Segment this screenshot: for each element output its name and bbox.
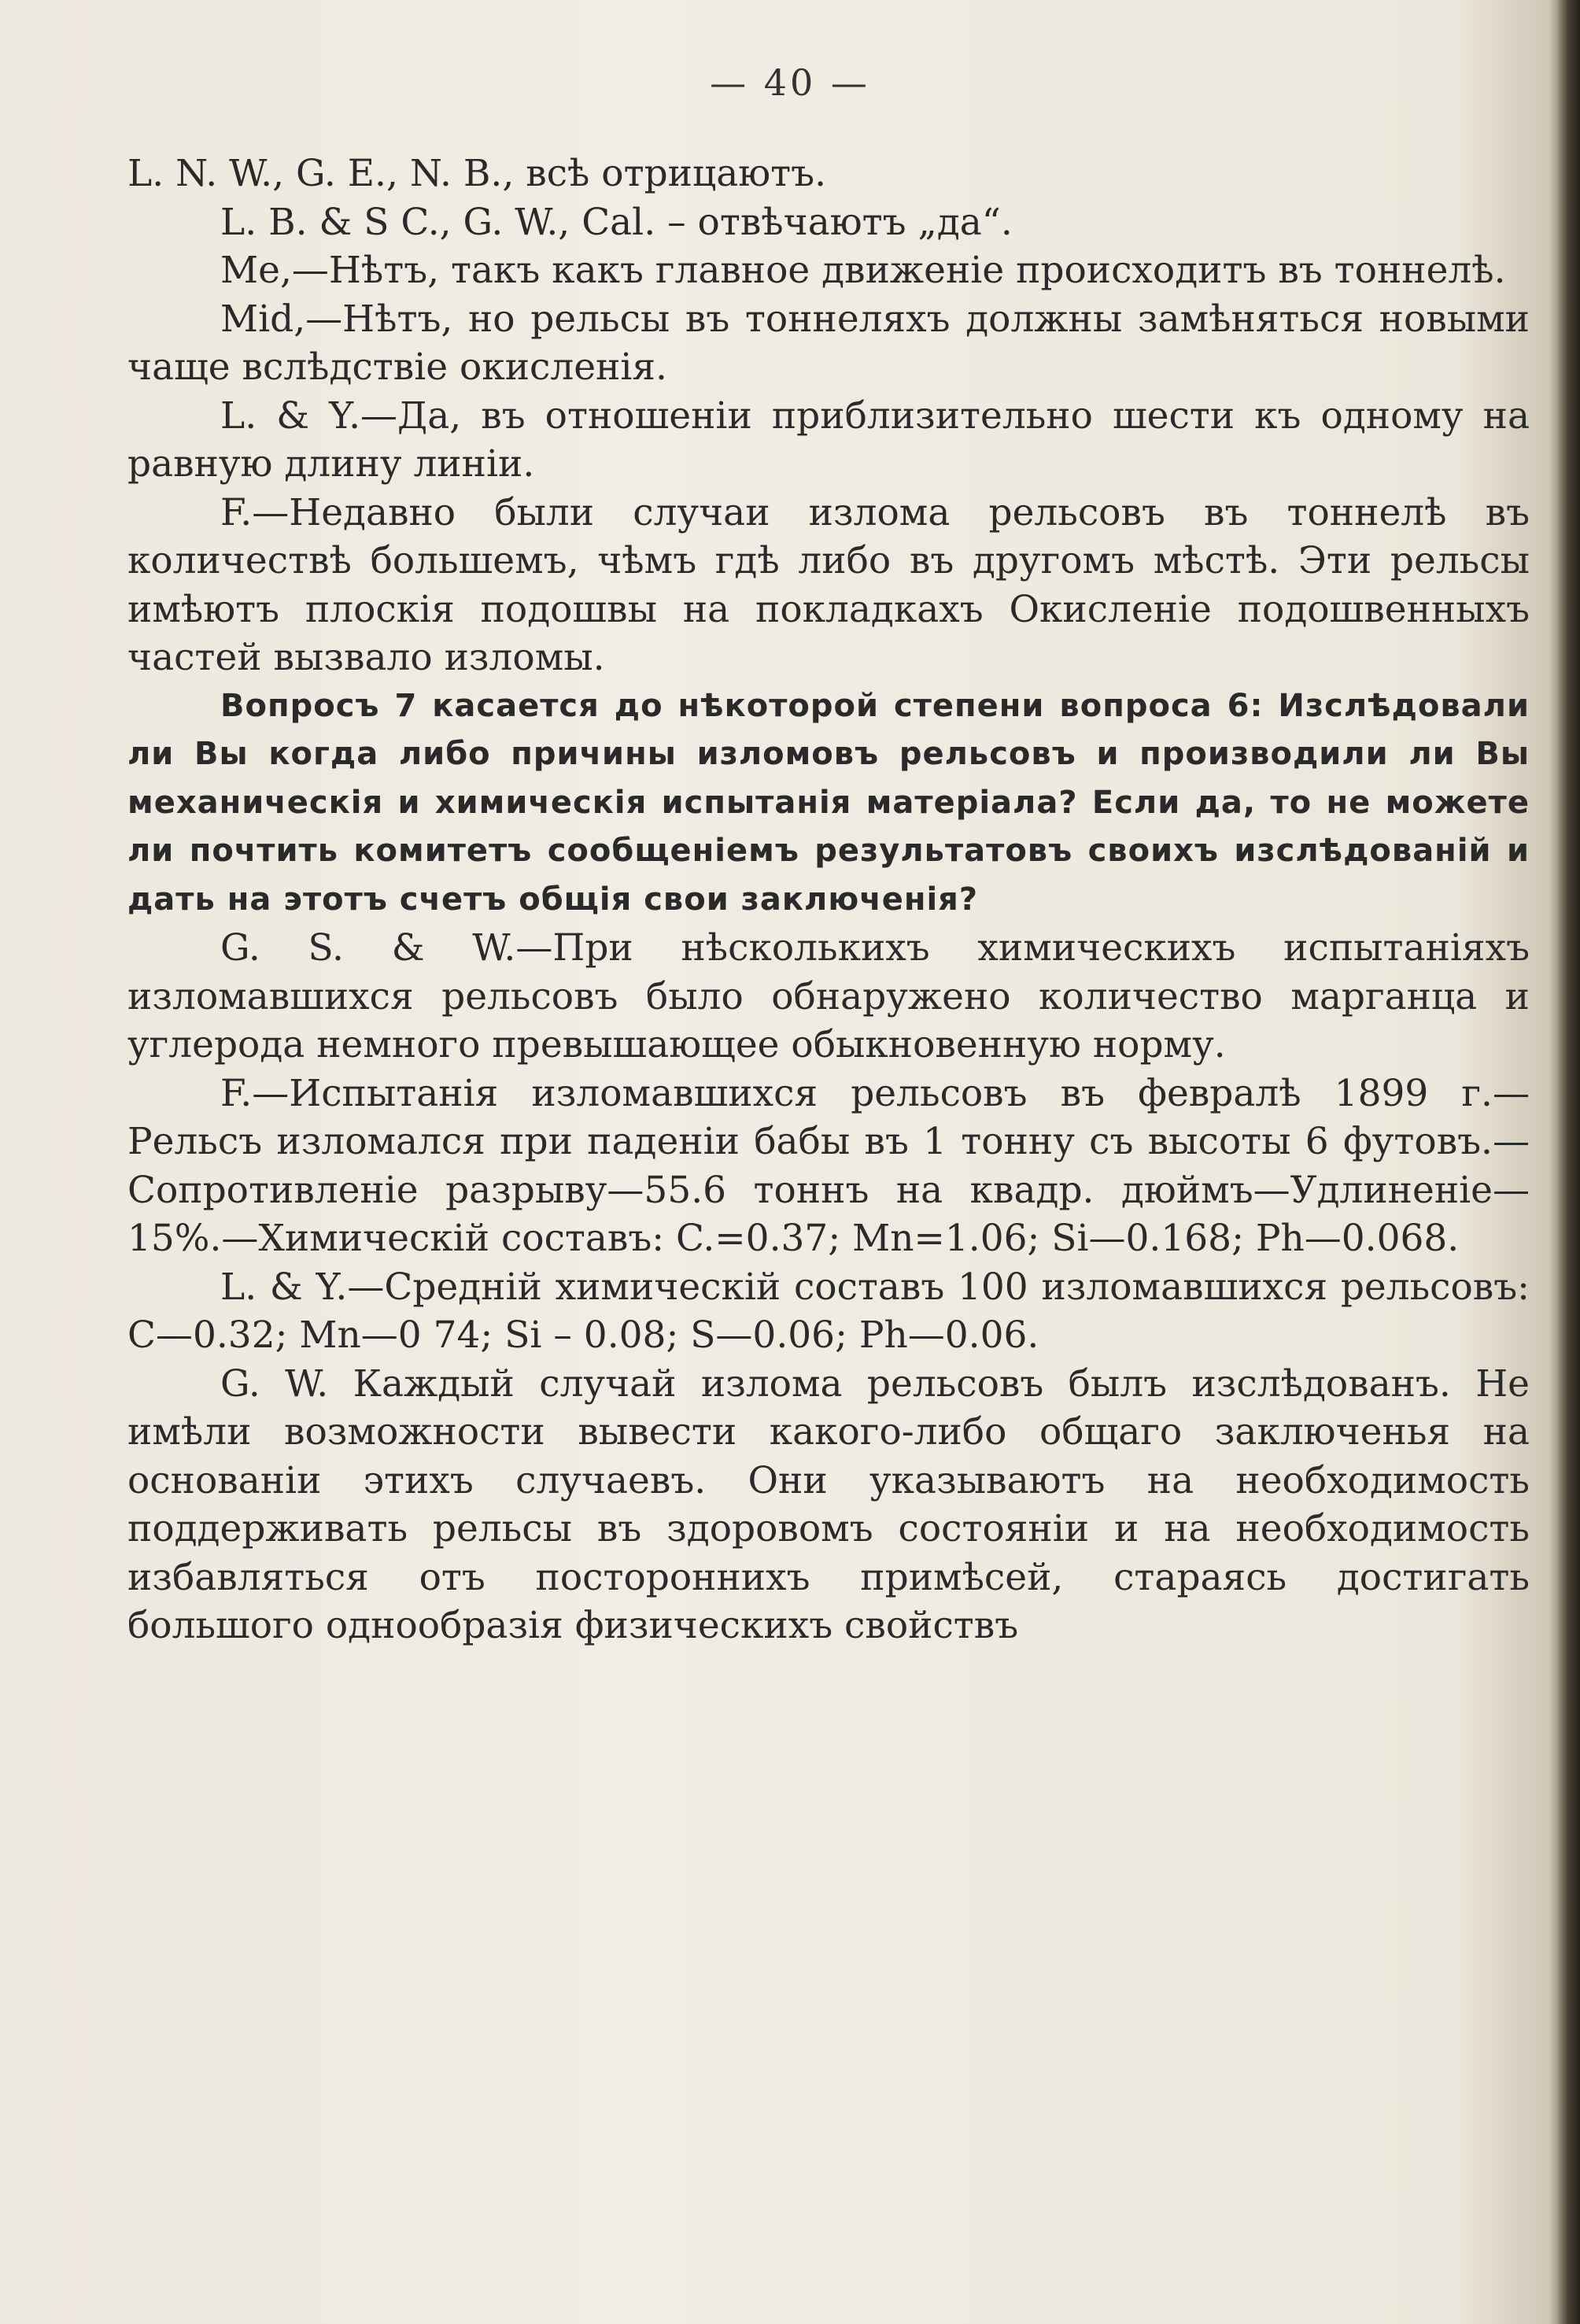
paragraph-ly-ratio: L. & Y.—Да, въ отношенiи приблизительно шести къ одному на равную длину линiи. (127, 393, 1530, 486)
paragraph-f-tests: F.—Испытанiя изломавшихся рельсовъ въ февралѣ 1899 г.—Рельсъ изломался при паденiи бабы въ 1 тонну съ высоты 6 футовъ.—Сопротивленiе разрыву—55.6 тоннъ на квадр. дюймъ—Удлиненiе—15%.—Химическiй составъ: C.=0.37; Mn=1.06; Si—0.168; Ph—0.068. (127, 1071, 1530, 1260)
paragraph-mid: Mid,—Нѣтъ, но рельсы въ тоннеляхъ должны замѣняться новыми чаще вслѣдствiе окисленiя. (127, 297, 1530, 389)
question-7: Вопросъ 7 касается до нѣкоторой степени вопроса 6: Изслѣдовали ли Вы когда либо причины изломовъ рельсовъ и производили ли Вы механическiя и химическiя испытанiя матерiала? Если да, то не можете ли почтить комитетъ сообщенiемъ результатовъ своихъ изслѣдованiй и дать на этотъ счетъ общiя свои заключенiя? (127, 687, 1530, 918)
page-body (127, 150, 1530, 1650)
page-number: — 40 — (710, 61, 870, 104)
paragraph-ly-composition: L. & Y.—Среднiй химическiй составъ 100 изломавшихся рельсовъ: C—0.32; Mn—0 74; Si – 0.08; S—0.06; Ph—0.06. (127, 1265, 1530, 1357)
paragraph-lnw: L. N. W., G. E., N. B., всѣ отрицаютъ. (127, 152, 827, 195)
paragraph-f-tunnel: F.—Недавно были случаи излома рельсовъ въ тоннелѣ въ количествѣ большемъ, чѣмъ гдѣ либо въ другомъ мѣстѣ. Эти рельсы имѣютъ плоскiя подошвы на покладкахъ Окисленiе подошвенныхъ частей вызвало изломы. (127, 490, 1530, 679)
book-spine-edge (1558, 0, 1580, 2324)
paragraph-gw: G. W. Каждый случай излома рельсовъ былъ изслѣдованъ. Не имѣли возможности вывести какого-либо общаго заключенья на основанiи этихъ случаевъ. Они указываютъ на необходимость поддерживать рельсы въ здоровомъ состоянiи и на необходимость избавляться отъ постороннихъ примѣсей, стараясь достигать большого однообразiя физическихъ свойствъ (127, 1362, 1530, 1647)
paragraph-lbsc: L. B. & S C., G. W., Cal. – отвѣчаютъ „да“. (220, 200, 1013, 244)
paragraph-me: Me,—Нѣтъ, такъ какъ главное движенiе происходитъ въ тоннелѣ. (220, 249, 1506, 292)
paragraph-gsw: G. S. & W.—При нѣсколькихъ химическихъ испытанiяхъ изломавшихся рельсовъ было обнаружено количество марганца и углерода немного превышающее обыкновенную норму. (127, 926, 1530, 1066)
